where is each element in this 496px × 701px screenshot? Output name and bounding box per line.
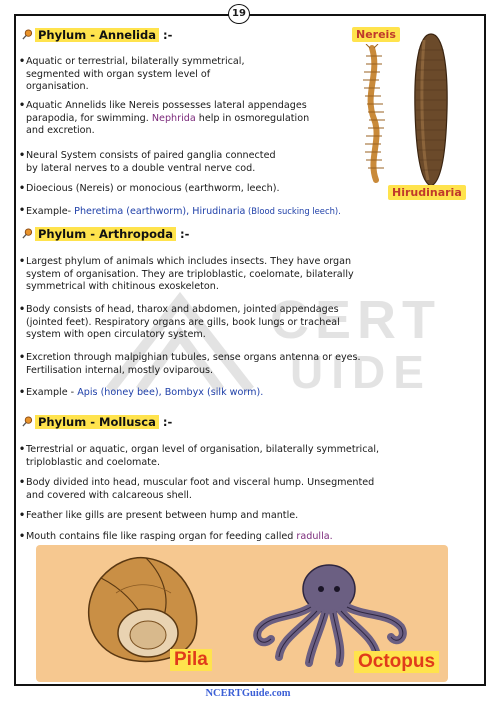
mollusca-bullet-1 bbox=[26, 444, 476, 469]
annelida-bullet-1 bbox=[26, 56, 326, 94]
annelida-bullet-3 bbox=[26, 150, 356, 175]
text-line: • Aquatic Annelids like Nereis possesses lateral appendages bbox=[26, 100, 307, 111]
label-hirudinaria: Hirudinaria bbox=[388, 185, 466, 200]
text-line: • Aquatic or terrestrial, bilaterally symmetrical, bbox=[26, 56, 245, 67]
mollusc-illustration-panel bbox=[36, 545, 448, 682]
text-line: and covered with calcareous shell. bbox=[26, 489, 192, 501]
arthropoda-bullet-1 bbox=[26, 256, 466, 294]
pin-icon bbox=[22, 29, 33, 40]
page-border-bottom bbox=[14, 684, 486, 686]
heading-annelida bbox=[22, 28, 172, 42]
footer-site-name: NCERTGuide.com bbox=[205, 688, 291, 699]
heading-mollusca-text: Phylum - Mollusca bbox=[35, 415, 159, 429]
page-border-top bbox=[14, 14, 486, 16]
heading-suffix: :- bbox=[158, 415, 173, 429]
annelida-bullet-4 bbox=[26, 183, 356, 196]
text-span: help in osmoregulation bbox=[195, 112, 310, 124]
heading-suffix: :- bbox=[158, 28, 173, 42]
watermark-text-line2: UIDE bbox=[290, 346, 432, 398]
text-line: • Neural System consists of paired ganglia connected bbox=[26, 150, 276, 161]
text-line: • Feather like gills are present between hump and mantle. bbox=[26, 510, 299, 521]
text-line: • Excretion through malpighian tubules, sense organs antenna or eyes. bbox=[26, 352, 361, 363]
page-border-left bbox=[14, 14, 16, 686]
text-line: triploblastic and coelomate. bbox=[26, 456, 160, 468]
hirudinaria-illustration bbox=[410, 30, 452, 190]
arthropoda-bullet-2 bbox=[26, 304, 466, 342]
mollusca-bullet-3 bbox=[26, 510, 476, 523]
heading-mollusca bbox=[22, 415, 172, 429]
heading-arthropoda-text: Phylum - Arthropoda bbox=[35, 227, 176, 241]
annelida-bullet-5 bbox=[26, 205, 406, 219]
text-line: Fertilisation internal, mostly oviparous. bbox=[26, 364, 214, 376]
watermark-text-line1: CERT bbox=[270, 290, 441, 350]
text-span: parapodia, for swimming. bbox=[26, 112, 149, 124]
heading-suffix: :- bbox=[175, 227, 190, 241]
arthropoda-bullet-4 bbox=[26, 387, 466, 400]
label-pila: Pila bbox=[170, 649, 212, 671]
text-line: • Largest phylum of animals which includes insects. They have organ bbox=[26, 256, 352, 267]
text-line: • Body consists of head, tharox and abdomen, jointed appendages bbox=[26, 304, 339, 315]
text-line: • Dioecious (Nereis) or monocious (earthworm, leech). bbox=[26, 183, 280, 194]
term-nephrida: Nephrida bbox=[151, 112, 196, 124]
mollusca-bullet-4 bbox=[26, 531, 476, 544]
text-span: Mouth contains file like rasping organ for feeding called bbox=[26, 531, 294, 542]
label-octopus: Octopus bbox=[354, 651, 439, 673]
text-span: Example- bbox=[26, 206, 72, 217]
text-line: system with open circulatory system. bbox=[26, 329, 206, 340]
text-line: • Body divided into head, muscular foot and visceral hump. Unsegmented bbox=[26, 477, 375, 488]
text-line: organisation. bbox=[26, 81, 89, 92]
example-note: (Blood sucking leech). bbox=[245, 206, 341, 216]
text-line: by lateral nerves to a double ventral nerve cod. bbox=[26, 162, 256, 174]
nereis-illustration bbox=[352, 44, 396, 184]
text-line: system of organisation. They are triploblastic, coelomate, bilaterally bbox=[26, 268, 354, 280]
text-line: and excretion. bbox=[26, 125, 95, 136]
label-nereis: Nereis bbox=[352, 27, 400, 42]
text-line: • Terrestrial or aquatic, organ level of organisation, bilaterally symmetrical, bbox=[26, 444, 380, 455]
text-line: (jointed feet). Respiratory organs are gills, book lungs or tracheal bbox=[26, 316, 340, 328]
text-line: segmented with organ system level of bbox=[26, 68, 211, 80]
example-names: Pheretima (earthworm), Hirudinaria bbox=[74, 206, 246, 217]
example-names: Apis (honey bee), Bombyx (silk worm). bbox=[77, 387, 264, 398]
page-border-right bbox=[484, 14, 486, 686]
heading-arthropoda bbox=[22, 227, 189, 241]
text-span: Example - bbox=[26, 387, 75, 398]
term-radulla: radulla. bbox=[296, 531, 333, 542]
pin-icon bbox=[22, 416, 33, 427]
text-line: symmetrical with chitinous exoskeleton. bbox=[26, 281, 219, 292]
arthropoda-bullet-3 bbox=[26, 352, 466, 377]
pin-icon bbox=[22, 228, 33, 239]
page-number: 19 bbox=[228, 4, 250, 24]
mollusca-bullet-2 bbox=[26, 477, 476, 502]
heading-annelida-text: Phylum - Annelida bbox=[35, 28, 159, 42]
annelida-bullet-2 bbox=[26, 100, 356, 138]
